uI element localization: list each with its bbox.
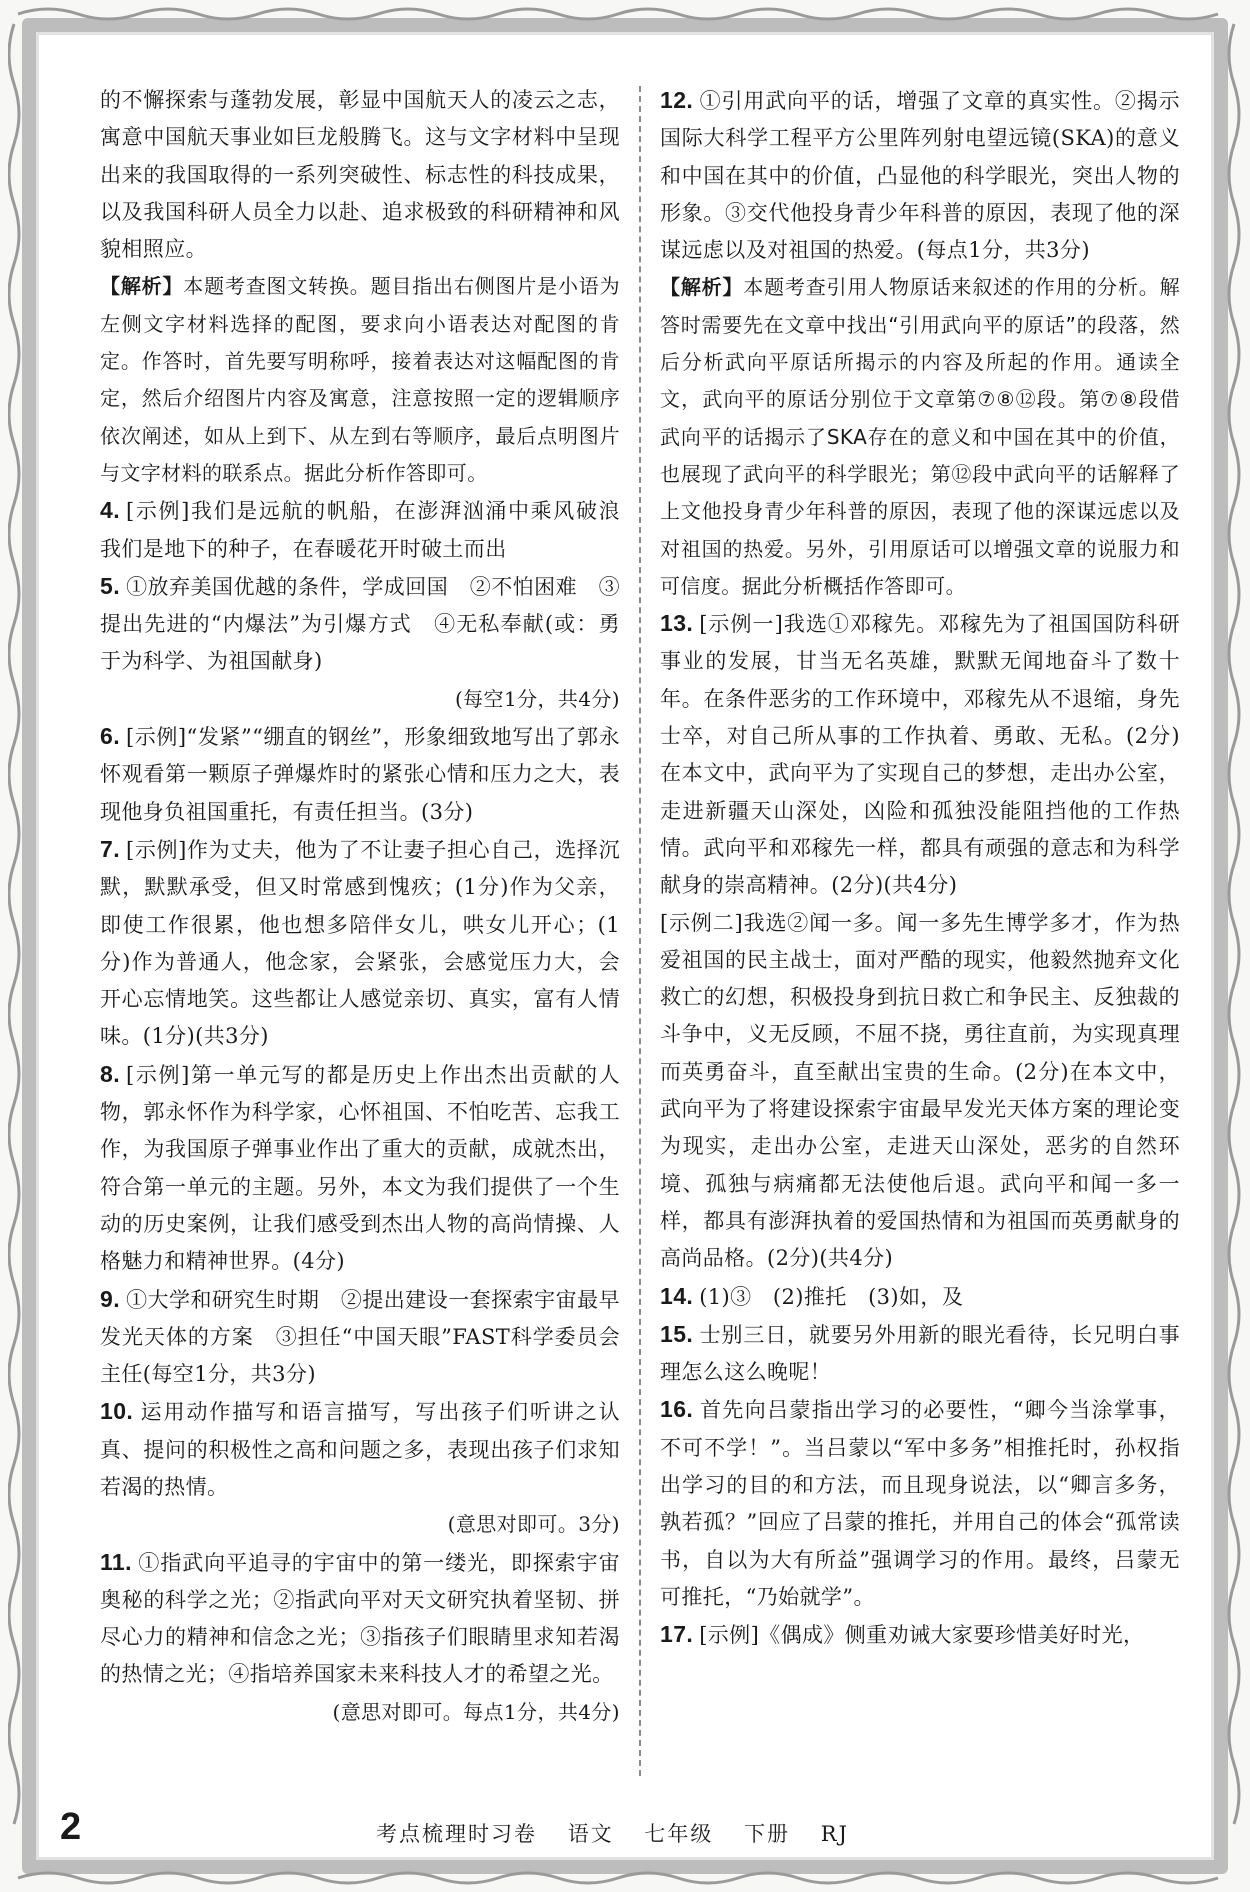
answer-number: 8. <box>100 1060 120 1087</box>
answer-13 <box>660 605 1180 904</box>
answer-10 <box>100 1393 620 1506</box>
answer-continuation: 的不懈探索与蓬勃发展，彰显中国航天人的凌云之志，寓意中国航天事业如巨龙般腾飞。这与文字材料中呈现出来的我国取得的一系列突破性、标志性的科技成果，以及我国科研人员全力以赴、追求极致的科研精神和风貌相照应。 <box>100 88 620 262</box>
analysis-paragraph <box>100 268 620 492</box>
analysis-text: 本题考查引用人物原话来叙述的作用的分析。解答时需要先在文章中找出“引用武向平的原话”的段落，然后分析武向平原话所揭示的内容及所起的作用。通读全文，武向平的原话分别位于文章第⑦⑧⑫段。第⑦⑧段借武向平的话揭示了SKA存在的意义和中国在其中的价值，也展现了武向平的科学眼光；第⑫段中武向平的话解释了上文他投身青少年科普的原因，表现了他的深谋远虑以及对祖国的热爱。另外，引用原话可以增强文章的说服力和可信度。据此分析概括作答即可。 <box>660 275 1180 598</box>
answer-text: [示例]第一单元写的都是历史上作出杰出贡献的人物，郭永怀作为科学家，心怀祖国、不怕吃苦、忘我工作，为我国原子弹事业作出了重大的贡献，成就杰出，符合第一单元的主题。另外，本文为我们提供了一个生动的历史案例，让我们感受到杰出人物的高尚情操、人格魅力和精神世界。(4分) <box>100 1062 620 1274</box>
score-note: (每空1分，共4分) <box>454 686 620 711</box>
answer-number: 13. <box>660 610 694 637</box>
answer-7 <box>100 831 620 1056</box>
book-title: 考点梳理时习卷 <box>376 1822 537 1846</box>
edition: RJ <box>820 1822 849 1846</box>
answer-4 <box>100 492 642 568</box>
page-footer <box>60 1806 1190 1858</box>
answer-number: 11. <box>100 1548 132 1575</box>
answer-11 <box>100 1544 620 1694</box>
analysis-tag: 【解析】 <box>660 275 744 300</box>
score-note: (意思对即可。3分) <box>447 1512 620 1537</box>
footer-book-info <box>376 1818 871 1848</box>
answer-17 <box>660 1616 1180 1654</box>
answer-text: 运用动作描写和语言描写，写出孩子们听讲之认真、提问的积极性之高和问题之多，表现出孩子们求知若渴的热情。 <box>100 1400 620 1499</box>
answer-number: 16. <box>660 1396 694 1423</box>
answer-16 <box>660 1391 1180 1616</box>
answer-text: 士别三日，就要另外用新的眼光看待，长兄明白事理怎么这么晚呢！ <box>660 1322 1180 1385</box>
answer-text-example-2: [示例二]我选②闻一多。闻一多先生博学多才，作为热爱祖国的民主战士，面对严酷的现实，他毅然抛弃文化救亡的幻想，积极投身到抗日救亡和争民主、反独裁的斗争中，义无反顾，不屈不挠，勇往直前，为实现真理而英勇奋斗，直至献出宝贵的生命。(2分)在本文中，武向平为了将建设探索宇宙最早发光天体方案的理论变为现实，走出办公室，走进天山深处，恶劣的自然环境、孤独与病痛都无法使他后退。武向平和闻一多一样，都具有澎湃执着的爱国热情和为祖国而英勇献身的高尚品格。(2分)(共4分) <box>660 910 1180 1271</box>
answer-15 <box>660 1316 1180 1392</box>
column-divider <box>639 86 641 1776</box>
score-note: (意思对即可。每点1分，共4分) <box>332 1699 620 1724</box>
answer-text: ①大学和研究生时期 ②提出建设一套探索宇宙最早发光天体的方案 ③担任“中国天眼”FAST科学委员会主任(每空1分，共3分) <box>100 1287 620 1387</box>
analysis-tag: 【解析】 <box>100 274 184 299</box>
answer-text: 首先向吕蒙指出学习的必要性，“卿今当涂掌事，不可不学！”。当吕蒙以“军中多务”相推托时，孙权指出学习的目的和方法，而且现身说法，以“卿言多务，孰若孤？”回应了吕蒙的推托，并用自己的体会“孤常读书，自以为大有所益”强调学习的作用。最终，吕蒙无可推托，“乃始就学”。 <box>660 1398 1180 1609</box>
answer-text: [示例]《偶成》侧重劝诫大家要珍惜美好时光， <box>699 1623 1145 1648</box>
answer-number: 7. <box>100 835 120 862</box>
answer-text: ①引用武向平的话，增强了文章的真实性。②揭示国际大科学工程平方公里阵列射电望远镜(SKA)的意义和中国在其中的价值，凸显他的科学眼光，突出人物的形象。③交代他投身青少年科普的原因，表现了他的深谋远虑以及对祖国的热爱。(每点1分，共3分) <box>660 89 1180 263</box>
left-column <box>100 82 642 1731</box>
answer-text: ①放弃美国优越的条件，学成回国 ②不怕困难 ③提出先进的“内爆法”为引爆方式 ④无私奉献(或：勇于为科学、为祖国献身) <box>100 574 620 674</box>
analysis-text: 本题考查图文转换。题目指出右侧图片是小语为左侧文字材料选择的配图，要求向小语表达对配图的肯定。作答时，首先要写明称呼，接着表达对这幅配图的肯定，然后介绍图片内容及寓意，注意按照一定的逻辑顺序依次阐述，如从上到下、从左到右等顺序，最后点明图片与文字材料的联系点。据此分析作答即可。 <box>100 274 620 485</box>
answer-text: [示例]“发紧”“绷直的钢丝”，形象细致地写出了郭永怀观看第一颗原子弹爆炸时的紧张心情和压力之大，表现他身负祖国重托，有责任担当。(3分) <box>100 725 620 824</box>
answer-5 <box>100 568 620 681</box>
answer-text: [示例]作为丈夫，他为了不让妻子担心自己，选择沉默，默默承受，但又时常感到愧疚；(1分)作为父亲，即使工作很累，他也想多陪伴女儿，哄女儿开心；(1分)作为普通人，他念家，会紧张，会感觉压力大，会开心忘情地笑。这些都让人感觉亲切、真实，富有人情味。(1分)(共3分) <box>100 837 620 1049</box>
volume: 下册 <box>744 1822 791 1846</box>
answer-number: 12. <box>660 87 694 113</box>
answer-number: 9. <box>100 1285 120 1312</box>
answer-number: 14. <box>660 1282 694 1309</box>
answer-number: 5. <box>100 572 120 599</box>
answer-number: 10. <box>100 1398 134 1425</box>
right-column <box>660 82 1180 1654</box>
answer-text: [示例]我们是远航的帆船，在澎湃汹涌中乘风破浪 我们是地下的种子，在春暖花开时破土而出 <box>100 499 642 561</box>
answer-6 <box>100 718 620 831</box>
answer-9 <box>100 1281 620 1394</box>
answer-text: (1)③ (2)推托 (3)如，及 <box>699 1284 964 1309</box>
subject: 语文 <box>567 1822 614 1846</box>
answer-text-example-1: [示例一]我选①邓稼先。邓稼先为了祖国国防科研事业的发展，甘当无名英雄，默默无闻地奋斗了数十年。在条件恶劣的工作环境中，邓稼先从不退缩，身先士卒，对自己所从事的工作执着、勇敢、无私。(2分)在本文中，武向平为了实现自己的梦想，走出办公室，走进新疆天山深处，凶险和孤独没能阻挡他的工作热情。武向平和邓稼先一样，都具有顽强的意志和为科学献身的崇高精神。(2分)(共4分) <box>660 612 1180 898</box>
answer-text: ①指武向平追寻的宇宙中的第一缕光，即探索宇宙奥秘的科学之光；②指武向平对天文研究执着坚韧、拼尽心力的精神和信念之光；③指孩子们眼睛里求知若渴的热情之光；④指培养国家未来科技人才的希望之光。 <box>100 1550 620 1687</box>
answer-number: 17. <box>660 1621 694 1648</box>
grade: 七年级 <box>644 1822 714 1846</box>
answer-number: 4. <box>100 497 120 524</box>
answer-number: 6. <box>100 723 120 750</box>
analysis-paragraph <box>660 269 1180 605</box>
answer-number: 15. <box>660 1320 694 1347</box>
page-number: 2 <box>60 1806 82 1848</box>
answer-12 <box>660 82 1180 269</box>
answer-14 <box>660 1278 1180 1316</box>
answer-8 <box>100 1056 620 1281</box>
